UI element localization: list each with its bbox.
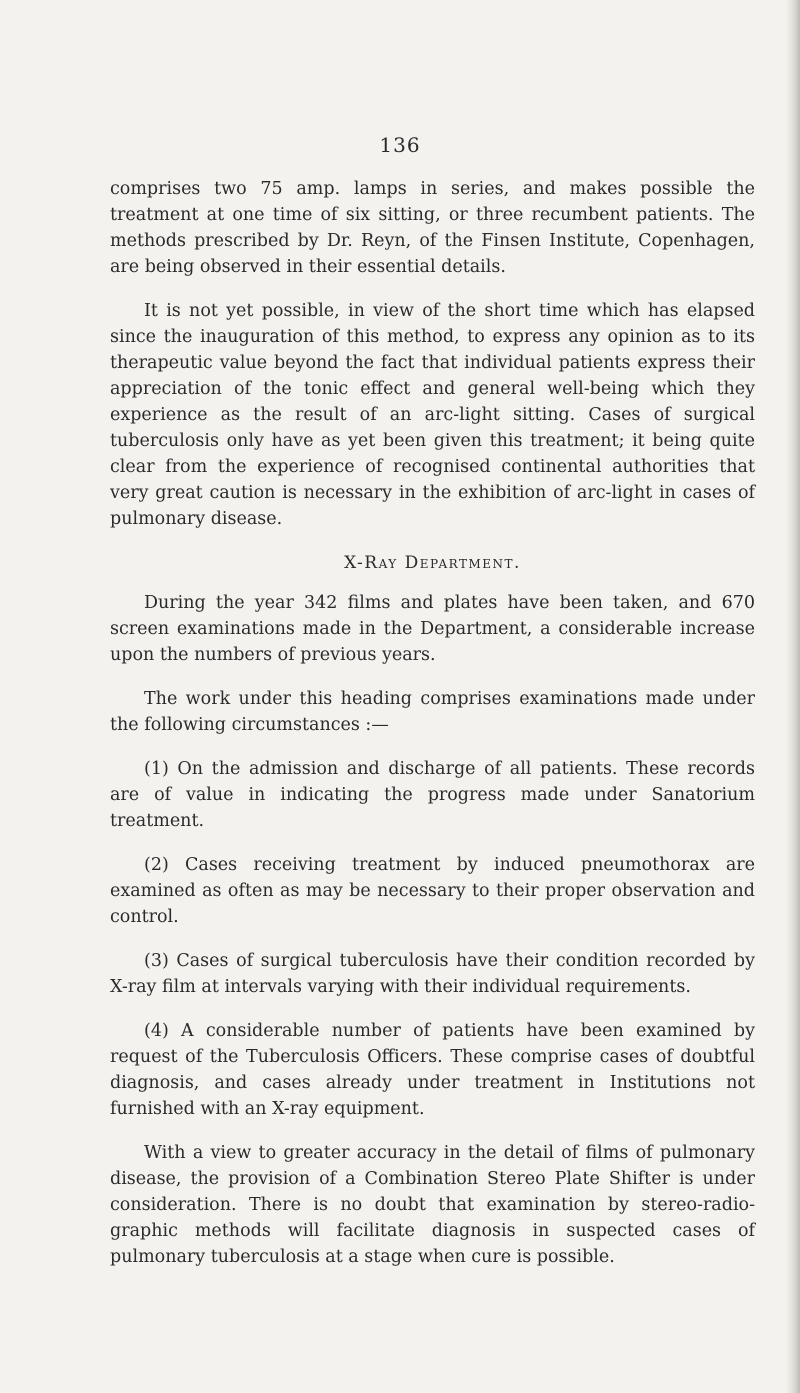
paragraph-films-and-plates: During the year 342 films and plates have been taken, and 670 screen examinations made in the Department, a considerable increase upon the numbers of previous years. <box>110 593 755 665</box>
list-item-2: (2) Cases receiving treatment by induced pneumothorax are examined as often as may be necessary to their proper observation and control. <box>110 855 755 927</box>
page-body <box>110 176 755 1288</box>
list-item-3: (3) Cases of surgical tuberculosis have their condition recorded by X-ray film at intervals varying with their individual requirements. <box>110 951 755 997</box>
list-item-4: (4) A considerable number of patients have been examined by request of the Tuberculosis Officers. These comprise cases of doubtful diagnosis, and cases already under treatment in Institutions not furnished with an X-ray equipment. <box>110 1021 755 1119</box>
paragraph-arc-light-value: It is not yet possible, in view of the short time which has elapsed since the inauguration of this method, to express any opinion as to its therapeutic value beyond the fact that individual patients express their appreciation of the tonic effect and general well-being which they experience as the result of an arc-light sitting. Cases of surgical tuberculosis only have as yet been given this treatment; it being quite clear from the experience of recognised continental authorities that very great caution is necessary in the exhibition of arc-light in cases of pulmonary disease. <box>110 301 755 529</box>
list-item-1: (1) On the admission and discharge of all patients. These records are of value in indicating the progress made under Sanatorium treatment. <box>110 759 755 831</box>
page-number: 136 <box>379 133 421 157</box>
paragraph-stereo-plate-shifter: With a view to greater accuracy in the detail of films of pulmonary disease, the provision of a Combination Stereo Plate Shifter is under consideration. There is no doubt that examination by stereo-radio-graphic methods will facilitate diagnosis in suspected cases of pulmonary tuberculosis at a stage when cure is possible. <box>110 1143 755 1267</box>
page-edge-shadow <box>786 0 800 1393</box>
section-heading-x-ray-department: X-Ray Department. <box>344 553 521 573</box>
paragraph-continuation: comprises two 75 amp. lamps in series, and makes possible the treatment at one time of six sitting, or three recumbent patients. The methods prescribed by Dr. Reyn, of the Finsen Institute, Copenhagen, are being observed in their essential details. <box>110 179 755 277</box>
paragraph-work-heading: The work under this heading comprises examinations made under the following circumstances :— <box>110 689 755 735</box>
